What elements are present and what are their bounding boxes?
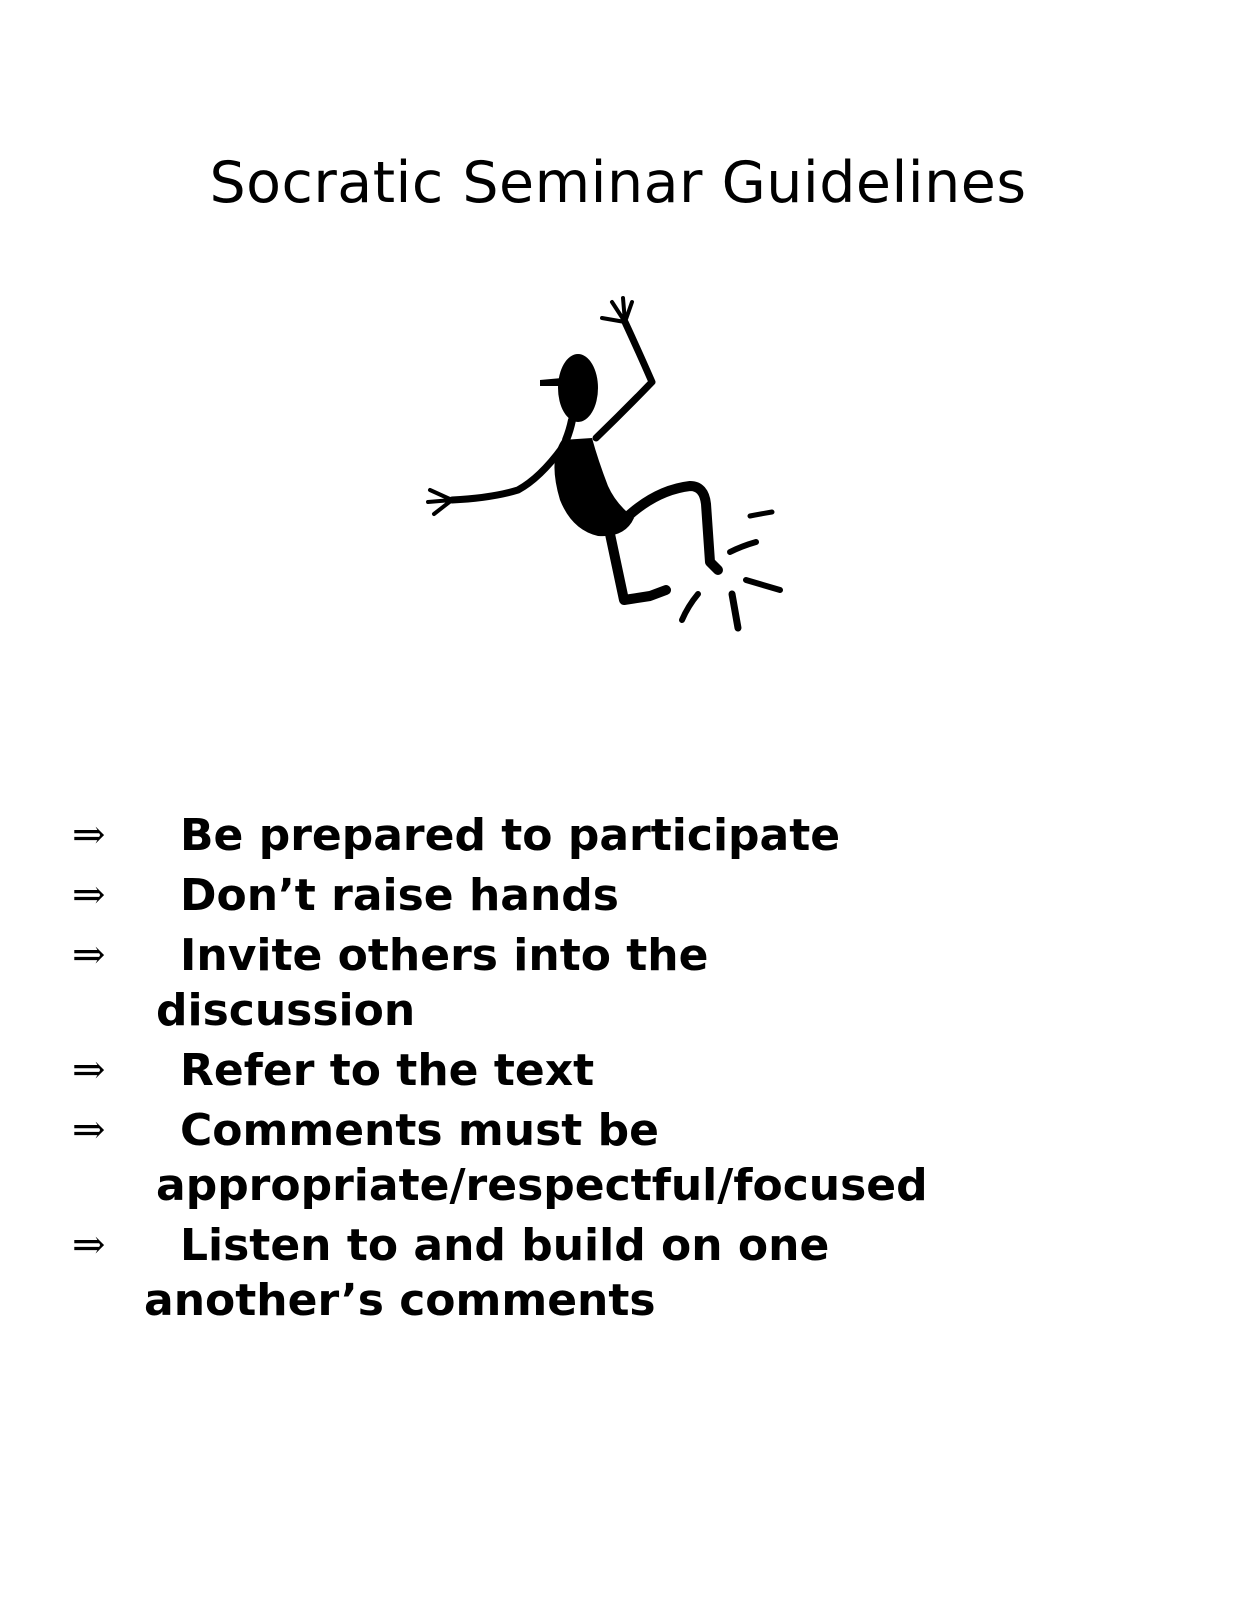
- guideline-item: [70, 808, 1070, 863]
- guideline-item: [70, 1103, 1070, 1213]
- double-arrow-icon: ⇒: [72, 1107, 106, 1153]
- double-arrow-icon: ⇒: [72, 872, 106, 918]
- guideline-text: Don’t raise hands: [180, 870, 619, 921]
- guidelines-list: [70, 808, 1070, 1333]
- guideline-text: Comments must be: [180, 1105, 659, 1156]
- guideline-text: Listen to and build on one: [180, 1220, 830, 1271]
- double-arrow-icon: ⇒: [72, 1047, 106, 1093]
- guideline-text-continued: discussion: [156, 985, 416, 1036]
- page-title: Socratic Seminar Guidelines: [209, 150, 1027, 216]
- guideline-item: [70, 868, 1070, 923]
- guideline-text-continued: appropriate/respectful/focused: [156, 1160, 928, 1211]
- guideline-text: Refer to the text: [180, 1045, 595, 1096]
- double-arrow-icon: ⇒: [72, 1222, 106, 1268]
- stick-figure-tripping-icon: [420, 290, 800, 650]
- guideline-text: Invite others into the: [180, 930, 709, 981]
- guideline-item: [70, 1043, 1070, 1098]
- double-arrow-icon: ⇒: [72, 932, 106, 978]
- double-arrow-icon: ⇒: [72, 812, 106, 858]
- guideline-item: [70, 1218, 1070, 1328]
- guideline-text: Be prepared to participate: [180, 810, 841, 861]
- guideline-item: [70, 928, 1070, 1038]
- guideline-text-continued: another’s comments: [144, 1275, 656, 1326]
